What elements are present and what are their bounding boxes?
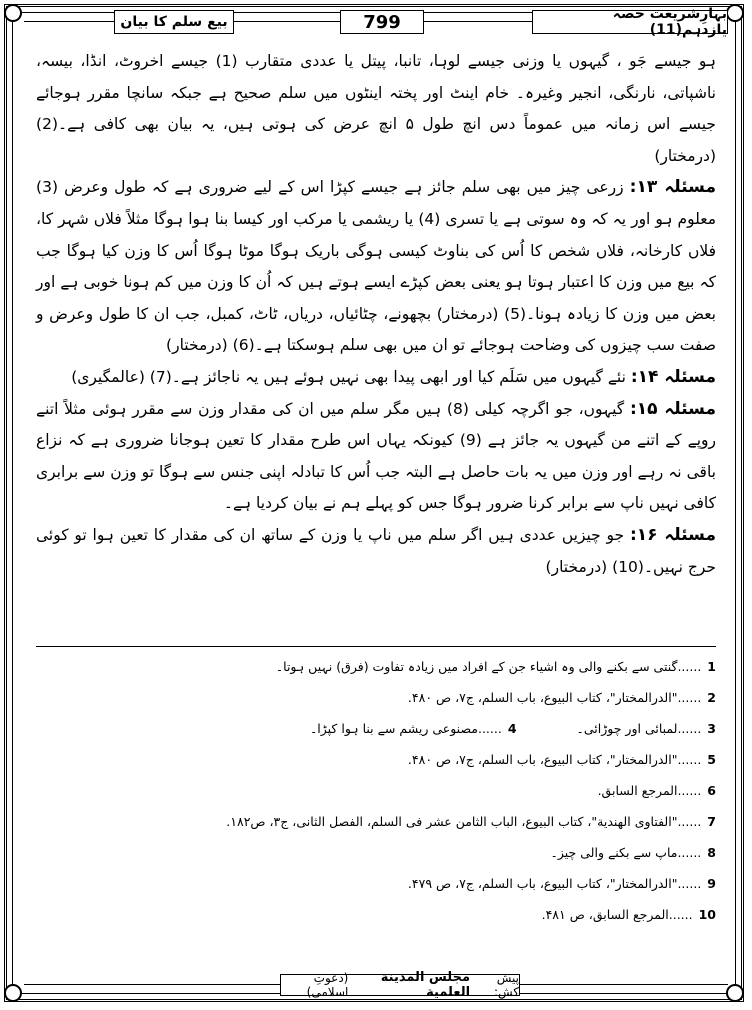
presenter-label: پیش کش: xyxy=(493,971,519,999)
footnote-text: ......مصنوعی ریشم سے بنا ہوا کپڑا۔ xyxy=(309,721,502,736)
paragraph-text: نئے گیہوں میں سَلَم کیا اور ابھی پیدا بھی نہیں ہوئے ہیں یہ ناجائز ہے۔(7) (عالمگیری) xyxy=(71,367,626,386)
chapter-title: بیع سلم کا بیان xyxy=(114,10,234,34)
footnote-text: ......المرجع السابق. xyxy=(597,783,702,798)
header-rule xyxy=(24,21,114,22)
footnote-text: ......"الفتاوی الھندیة"، کتاب البیوع، الباب الثامن عشر فی السلم، الفصل الثانی، ج۳، ص۱۸۲. xyxy=(226,814,702,829)
footer-rule xyxy=(520,984,728,985)
corner-ornament-icon xyxy=(4,4,22,22)
corner-ornament-icon xyxy=(726,4,744,22)
footnote-text: ......لمبائی اور چوڑائی۔ xyxy=(576,721,702,736)
footnote-number: 3 xyxy=(707,721,716,736)
footnote-number: 5 xyxy=(707,752,716,767)
main-text xyxy=(36,46,716,583)
page-header xyxy=(24,6,728,38)
organization-subtitle: (دعوتِ اسلامی) xyxy=(306,971,349,999)
organization-name: مجلس المدینة العلمیة xyxy=(380,970,471,1000)
footnote-number: 4 xyxy=(507,721,517,736)
paragraph-text: ہو جیسے جَو ، گیہوں یا وزنی جیسے لوہا، تانبا، پیتل یا عددی متقارب (1) جیسے اخروٹ، انڈا، بیسہ، ناشپاتی، نارنگی، انجیر وغیرہ۔ خام اینٹ اور پختہ اینٹوں میں سلم صحیح ہے جبکہ سانچا مقرر ہوجائے جیسے اس زمانہ میں عموماً دس انچ طول ۵ انچ عرض کی ہوتی ہیں، یہ بیان بھی کافی ہے۔(2) (درمختار) xyxy=(36,52,717,165)
header-rule xyxy=(424,21,532,22)
footnote-text: ......گنتی سے بکنے والی وہ اشیاء جن کے افراد میں زیادہ تفاوت (فرق) نہیں ہوتا۔ xyxy=(275,659,702,674)
footnote xyxy=(36,806,716,837)
footnote-number: 10 xyxy=(698,907,716,922)
footer-rule xyxy=(24,984,280,985)
footnote-text: ......المرجع السابق، ص ۴۸۱. xyxy=(541,907,693,922)
footnote-number: 2 xyxy=(707,690,716,705)
masala-label: مسئلہ ۱۴: xyxy=(630,366,716,387)
footnote xyxy=(36,868,716,899)
corner-ornament-icon xyxy=(726,984,744,1002)
footnote-text: ......"الدرالمختار"، کتاب البیوع، باب السلم، ج۷، ص ۴۸۰. xyxy=(407,752,702,767)
header-rule xyxy=(234,21,340,22)
paragraph xyxy=(36,172,716,362)
paragraph-text: جو چیزیں عددی ہیں اگر سلم میں ناپ یا وزن کے ساتھ ان کی مقدار کا تعین ہوا تو کوئی حرج نہیں۔(10) (درمختار) xyxy=(36,525,716,576)
paragraph xyxy=(36,394,716,520)
footnote xyxy=(36,775,716,806)
footnote-number: 9 xyxy=(707,876,716,891)
masala-label: مسئلہ ۱۳: xyxy=(629,177,716,198)
footnotes xyxy=(36,646,716,930)
footnote xyxy=(36,651,716,682)
paragraph xyxy=(36,362,716,394)
paragraph xyxy=(36,520,716,583)
footnote xyxy=(36,837,716,868)
paragraph-text: گیہوں، جو اگرچہ کیلی (8) ہیں مگر سلم میں ان کی مقدار وزن سے مقرر ہوئی مثلاً اتنے روپے کے اتنے من گیہوں یہ جائز ہے (9) کیونکہ یہاں اس طرح مقدار کا تعین ہوجانا ضروری ہے کہ نزاع باقی نہ رہے اور وزن میں یہ بات حاصل ہے البتہ جب اُس کا تبادلہ اپنی جنس سے ہوگا تو وزن سے برابری کافی نہیں ناپ سے برابر کرنا ضرور ہوگا جس کو پہلے ہم نے بیان کردیا ہے۔ xyxy=(36,399,716,513)
footnote-text: ......"الدرالمختار"، کتاب البیوع، باب السلم، ج۷، ص ۴۸۰. xyxy=(407,690,702,705)
footnote xyxy=(36,713,716,744)
page-number: 799 xyxy=(340,10,424,34)
publisher-box xyxy=(280,970,520,1000)
corner-ornament-icon xyxy=(4,984,22,1002)
page-footer xyxy=(24,970,728,1002)
paragraph-text: زرعی چیز میں بھی سلم جائز ہے جیسے کپڑا اس کے لیے ضروری ہے کہ طول وعرض (3) معلوم ہو اور یہ کہ وہ سوتی ہے یا تسری (4) یا ریشمی یا مرکب اور کیسا بنا ہوا ہوگا مثلاً فلاں شہر کا، فلاں کارخانہ، فلاں شخص کا اُس کی بناوٹ کیسی ہوگی باریک ہوگا موٹا ہوگا اُس کا وزن کیا ہوگا جب کہ بیع میں وزن کا اعتبار ہوتا ہو یعنی بعض کپڑے ایسے ہوتے ہیں کہ اُن کا وزن میں کم ہونا خوبی ہے اور بعض میں وزن کا زیادہ ہونا۔(5) (درمختار) بچھونے، چٹائیاں، دریاں، ٹاٹ، کمبل، جب ان کا طول وعرض و صفت سب چیزوں کی وضاحت ہوجائے تو ان میں بھی سلم ہوسکتا ہے۔(6) (درمختار) xyxy=(36,178,716,355)
footnote-number: 6 xyxy=(707,783,716,798)
footnote xyxy=(36,744,716,775)
masala-label: مسئلہ ۱۶: xyxy=(629,524,716,545)
paragraph xyxy=(36,46,716,172)
footnote-number: 1 xyxy=(707,659,716,674)
footnote xyxy=(36,899,716,930)
masala-label: مسئلہ ۱۵: xyxy=(629,398,716,419)
footnote-text: ......"الدرالمختار"، کتاب البیوع، باب السلم، ج۷، ص ۴۷۹. xyxy=(407,876,702,891)
footnote-number: 8 xyxy=(707,845,716,860)
footnote xyxy=(36,682,716,713)
footnote-text: ......ماپ سے بکنے والی چیز۔ xyxy=(550,845,702,860)
book-title: بہارِشریعت حصہ یازدہم(11) xyxy=(532,10,728,34)
footnote-number: 7 xyxy=(707,814,716,829)
